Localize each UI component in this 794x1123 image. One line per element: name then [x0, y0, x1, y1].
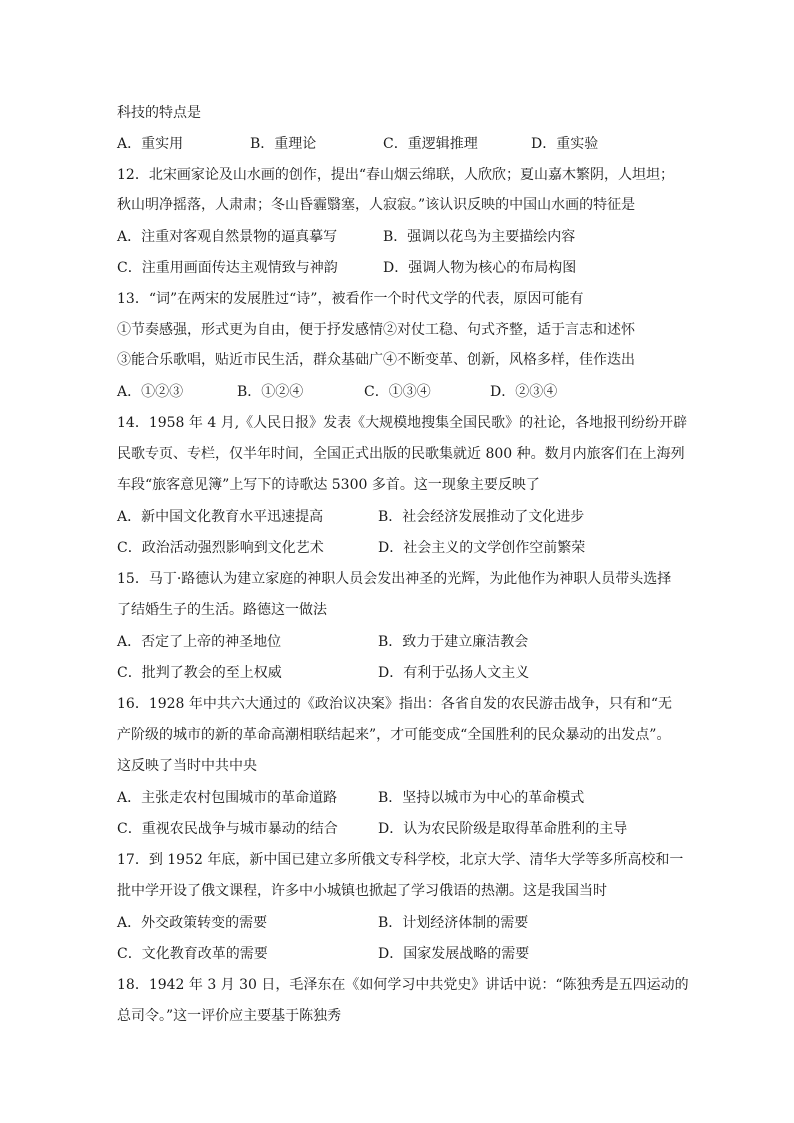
- q12-option-b: B．强调以花鸟为主要描绘内容: [383, 229, 576, 245]
- q11-option-d: D．重实验: [531, 136, 599, 152]
- q11-option-a: A．重实用: [117, 136, 184, 152]
- q13-option-a: A．①②③: [117, 384, 184, 400]
- q17-stem-line-1: 17．到 1952 年底，新中国已建立多所俄文专科学校，北京大学、清华大学等多所高校和一: [117, 852, 684, 868]
- q14-stem-line-2: 民歌专页、专栏，仅半年时间，全国正式出版的民歌集就近 800 种。数月内旅客们在上海列: [117, 446, 685, 462]
- q13-option-b: B．①②④: [237, 384, 304, 400]
- q12-option-d: D．强调人物为核心的布局构图: [383, 260, 577, 276]
- q12-stem-line-1: 12．北宋画家论及山水画的创作，提出“春山烟云绵联，人欣欣；夏山嘉木繁阴，人坦坦；: [117, 167, 674, 183]
- q15-option-c: C．批判了教会的至上权威: [117, 665, 282, 681]
- q13-stem-line-3: ③能合乐歌唱，贴近市民生活，群众基础广④不断变革、创新，风格多样，佳作迭出: [117, 352, 635, 368]
- q11-option-b: B．重理论: [250, 136, 317, 152]
- q15-option-a: A．否定了上帝的神圣地位: [117, 634, 282, 650]
- q18-stem-line-2: 总司令。”这一评价应主要基于陈独秀: [117, 1008, 342, 1024]
- q13-stem-line-2: ①节奏感强，形式更为自由，便于抒发感情②对仗工稳、句式齐整，适于言志和述怀: [117, 322, 635, 338]
- q11-stem-tail: 科技的特点是: [117, 105, 201, 121]
- q18-stem-line-1: 18．1942 年 3 月 30 日，毛泽东在《如何学习中共党史》讲话中说：“陈独秀是五四运动的: [117, 977, 689, 993]
- q12-option-a: A．注重对客观自然景物的逼真摹写: [117, 229, 338, 245]
- q16-option-a: A．主张走农村包围城市的革命道路: [117, 790, 338, 806]
- q13-stem-line-1: 13．“词”在两宋的发展胜过“诗”，被看作一个时代文学的代表，原因可能有: [117, 291, 584, 307]
- q14-option-a: A．新中国文化教育水平迅速提高: [117, 509, 324, 525]
- q15-stem-line-2: 了结婚生子的生活。路德这一做法: [117, 602, 327, 618]
- q15-option-d: D．有利于弘扬人文主义: [378, 665, 530, 681]
- q16-option-c: C．重视农民战争与城市暴动的结合: [117, 821, 338, 837]
- q17-option-c: C．文化教育改革的需要: [117, 946, 268, 962]
- q16-stem-line-1: 16．1928 年中共六大通过的《政治议决案》指出：各省自发的农民游击战争，只有和“无: [117, 696, 673, 712]
- q11-option-c: C．重逻辑推理: [383, 136, 478, 152]
- q15-option-b: B．致力于建立廉洁教会: [378, 634, 529, 650]
- q16-option-d: D．认为农民阶级是取得革命胜利的主导: [378, 821, 628, 837]
- q14-option-d: D．社会主义的文学创作空前繁荣: [378, 540, 586, 556]
- q14-option-b: B．社会经济发展推动了文化进步: [378, 509, 585, 525]
- q14-stem-line-3: 车段“旅客意见簿”上写下的诗歌达 5300 多首。这一现象主要反映了: [117, 477, 540, 493]
- q14-stem-line-1: 14．1958 年 4 月,《人民日报》发表《大规模地搜集全国民歌》的社论，各地报刊纷纷开辟: [117, 415, 688, 431]
- q16-option-b: B．坚持以城市为中心的革命模式: [378, 790, 585, 806]
- q17-option-a: A．外交政策转变的需要: [117, 915, 268, 931]
- q13-option-d: D．②③④: [490, 384, 558, 400]
- q17-option-b: B．计划经济体制的需要: [378, 915, 529, 931]
- q17-stem-line-2: 批中学开设了俄文课程，许多中小城镇也掀起了学习俄语的热潮。这是我国当时: [117, 883, 607, 899]
- q17-option-d: D．国家发展战略的需要: [378, 946, 530, 962]
- q16-stem-line-2: 产阶级的城市的新的革命高潮相联结起来”，才可能变成“全国胜利的民众暴动的出发点”。: [117, 727, 671, 743]
- q12-stem-line-2: 秋山明净摇落，人肃肃；冬山昏霾翳塞，人寂寂。”该认识反映的中国山水画的特征是: [117, 197, 636, 213]
- q16-stem-line-3: 这反映了当时中共中央: [117, 758, 257, 774]
- q12-option-c: C．注重用画面传达主观情致与神韵: [117, 260, 338, 276]
- q13-option-c: C．①③④: [364, 384, 431, 400]
- q14-option-c: C．政治活动强烈影响到文化艺术: [117, 540, 324, 556]
- q15-stem-line-1: 15．马丁·路德认为建立家庭的神职人员会发出神圣的光辉，为此他作为神职人员带头选择: [117, 571, 672, 587]
